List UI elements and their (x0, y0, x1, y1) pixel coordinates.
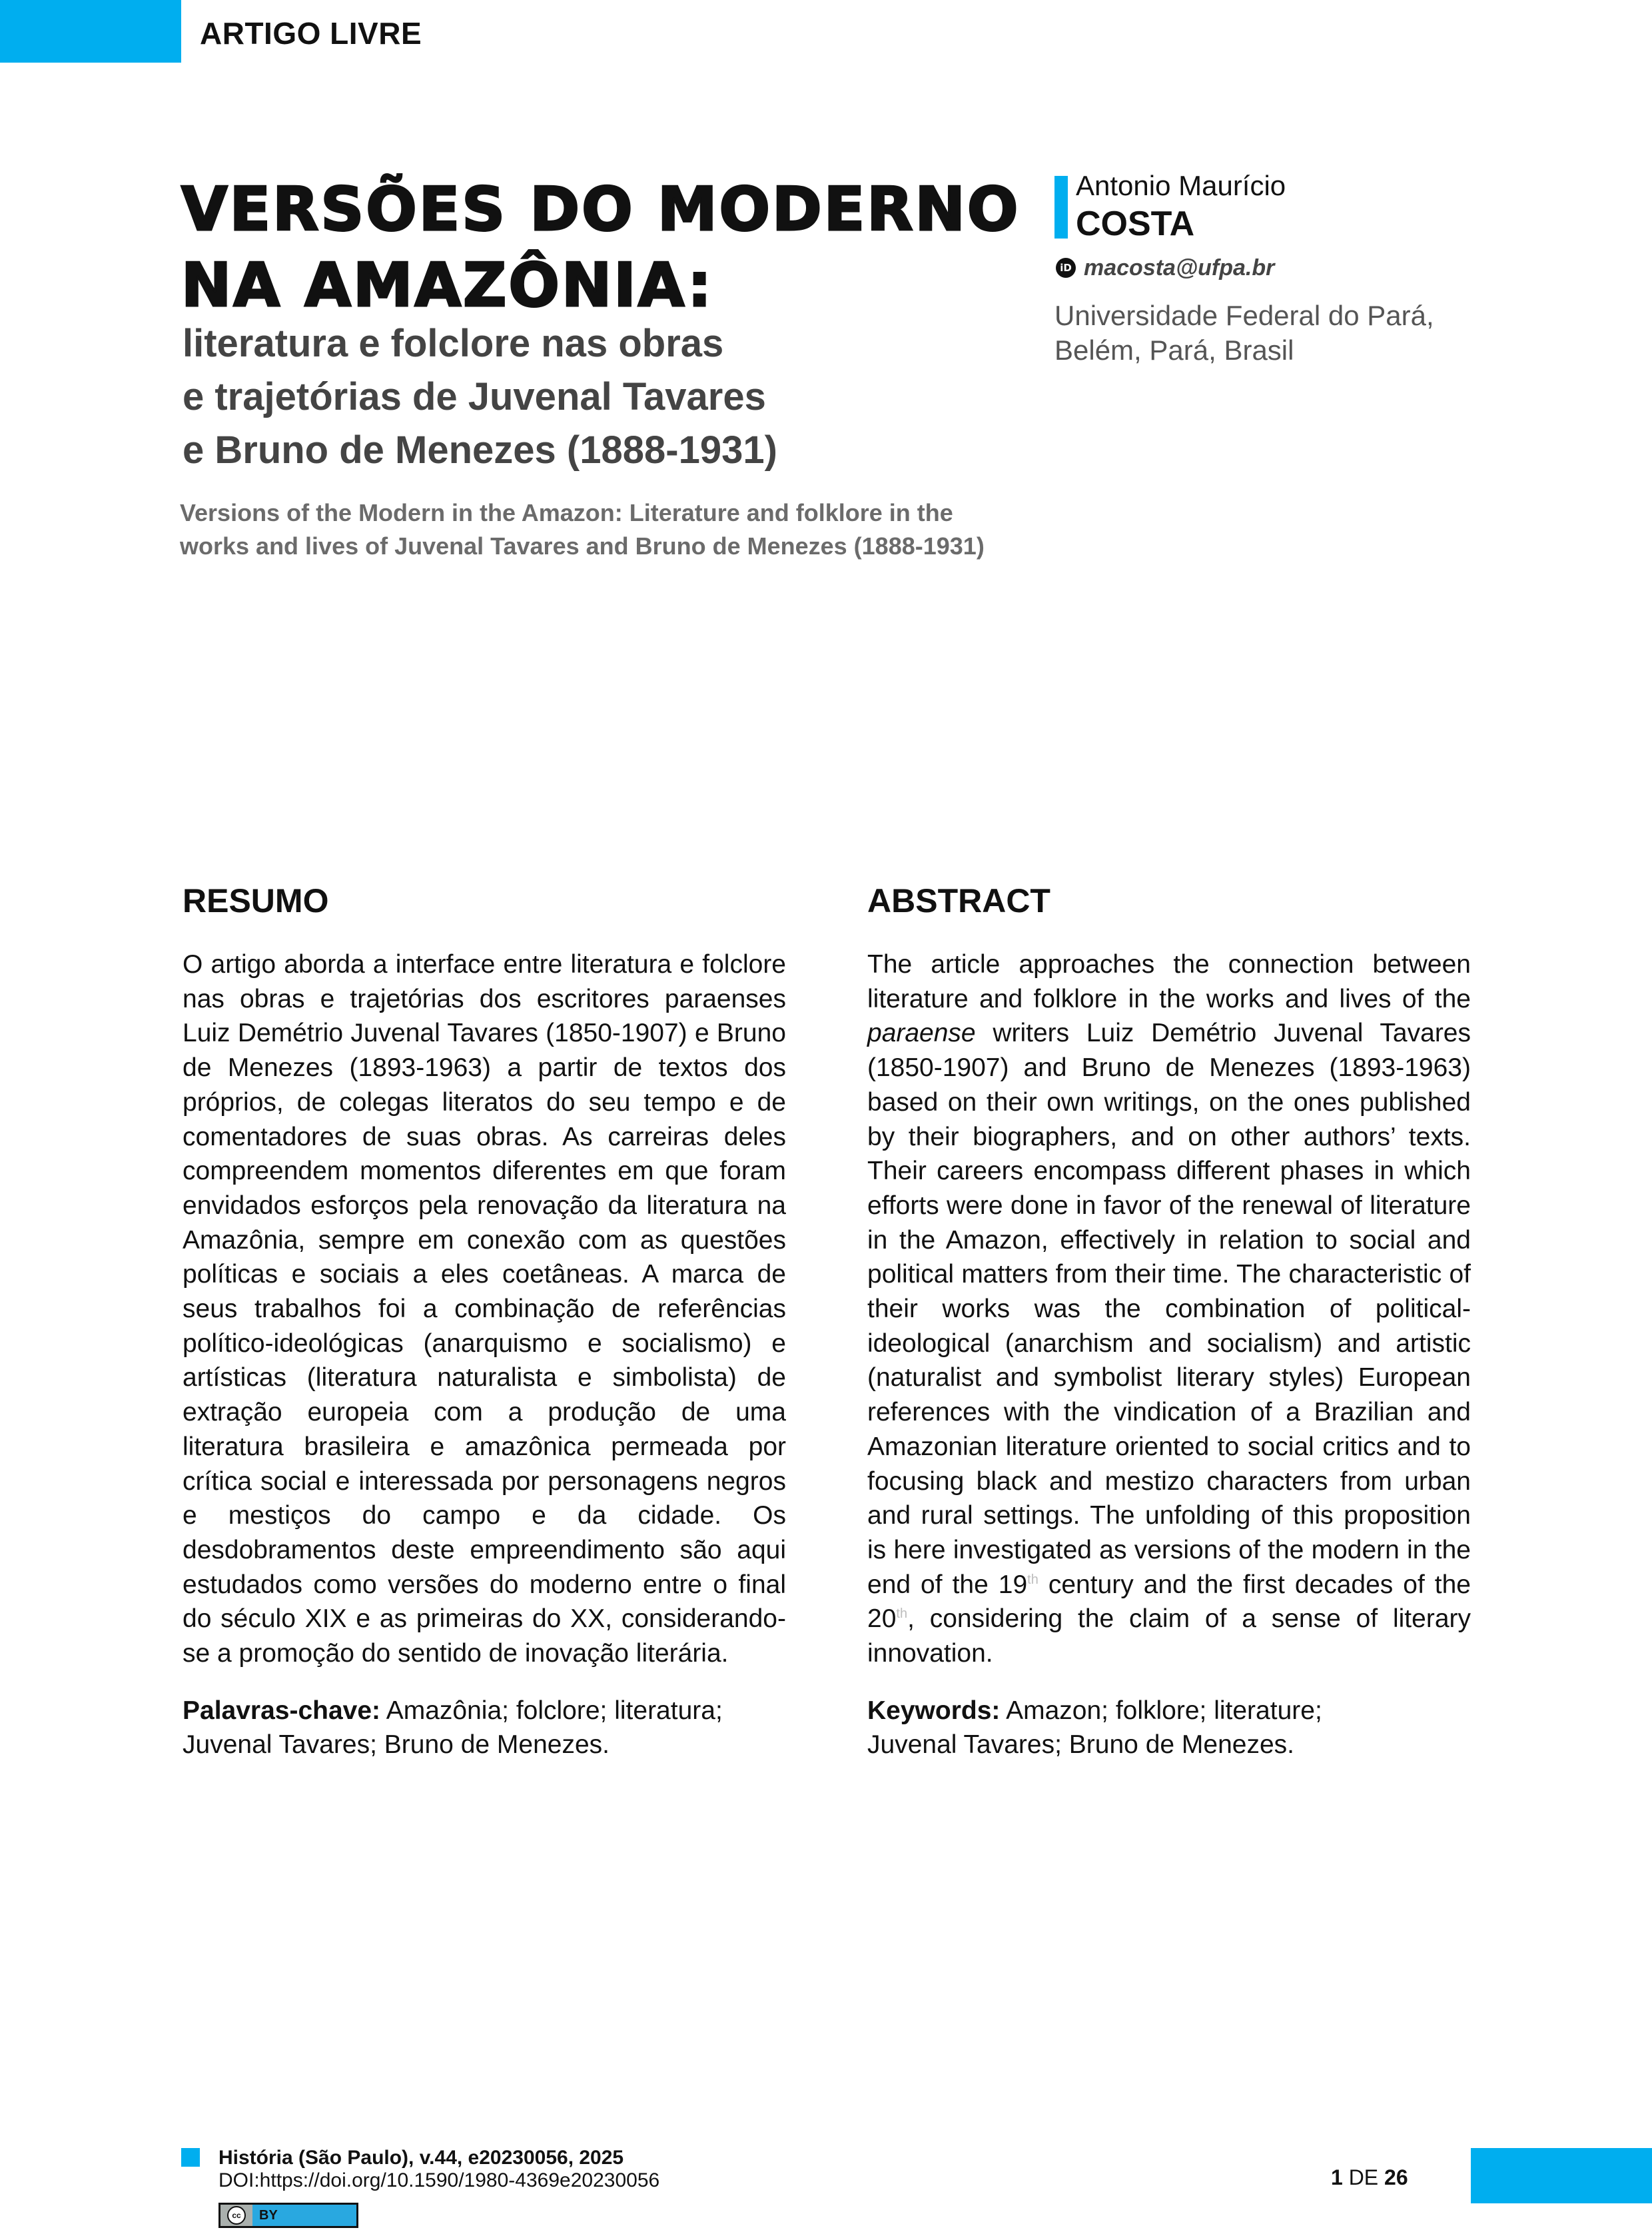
cc-by-license-badge[interactable] (218, 2203, 358, 2228)
author-contact (1056, 253, 1274, 282)
affiliation-line: Universidade Federal do Pará, (1054, 300, 1434, 331)
keywords-values: Juvenal Tavares; Bruno de Menezes. (183, 1730, 610, 1759)
author-last-name: COSTA (1076, 205, 1195, 243)
keywords-values: Juvenal Tavares; Bruno de Menezes. (867, 1730, 1294, 1759)
article-subtitle (183, 317, 982, 477)
keywords-values: Amazon; folklore; literature; (1000, 1696, 1322, 1725)
author-first-name: Antonio Maurício (1076, 170, 1286, 201)
journal-citation: História (São Paulo), v.44, e20230056, 2025 (218, 2147, 624, 2169)
title-line: NA AMAZÔNIA: (181, 251, 714, 320)
section-label: ARTIGO LIVRE (200, 16, 422, 51)
resumo-heading: RESUMO (183, 882, 329, 919)
abstract-text-part: century and the first decades of the 20 (867, 1570, 1471, 1634)
abstract-text-part: writers Luiz Demétrio Juvenal Tavares (1850-1907) and Bruno de Menezes (1893-1963) based on their own writings, on the ones published by their biographers, and on other authors’ texts. Their careers encompass different phases in which efforts were done in favor of the renewal of literature in the Amazon, effectively in relation to social and political matters from their time. The characteristic of their works was the combination of political-ideological (anarchism and socialism) and artistic (naturalist and symbolist literary styles) European references with the vindication of a Brazilian and Amazonian literature oriented to social critics and to focusing black and mestizo characters from urban and rural settings. The unfolding of this proposition is here investigated as versions of the modern in the end of the 19 (867, 1019, 1471, 1599)
creative-commons-icon: cc (227, 2206, 246, 2225)
footer-accent-block (1471, 2148, 1652, 2203)
title-line: VERSÕES DO MODERNO (181, 175, 1021, 245)
ordinal-suffix: th (1027, 1572, 1038, 1587)
abstract-keywords (867, 1694, 1471, 1762)
resumo-text: O artigo aborda a interface entre literatura e folclore nas obras e trajetórias dos escritores paraenses Luiz Demétrio Juvenal Tavares (1850-1907) e Bruno de Menezes (1893-1963) a partir de textos dos próprios, de colegas literatos do seu tempo e de comentadores de suas obras. As carreiras deles compreendem momentos diferentes em que foram envidados esforços pela renovação da literatura na Amazônia, sempre em conexão com as questões políticas e sociais a eles coetâneas. A marca de seus trabalhos foi a combinação de referências político-ideológicas (anarquismo e socialismo) e artísticas (literatura naturalista e simbolista) de extração europeia com a produção de uma literatura brasileira e amazônica permeada por crítica social e interessada por personagens negros e mestiços do campo e da cidade. Os desdobramentos deste empreendimento são aqui estudados como versões do moderno entre o final do século XIX e as primeiras do XX, considerando-se a promoção do sentido de inovação literária. (183, 950, 786, 1668)
english-title (180, 496, 1099, 563)
footer-accent-square (181, 2148, 200, 2167)
abstract-body (867, 947, 1471, 1671)
ordinal-suffix: th (896, 1606, 908, 1622)
subtitle-line: literatura e folclore nas obras (183, 322, 724, 365)
resumo-keywords (183, 1694, 786, 1762)
subtitle-line: e trajetórias de Juvenal Tavares (183, 375, 766, 418)
keywords-values: Amazônia; folclore; literatura; (380, 1696, 723, 1725)
affiliation-line: Belém, Pará, Brasil (1054, 334, 1294, 366)
article-title (181, 172, 1047, 324)
resumo-body (183, 947, 786, 1671)
resumo-section (183, 881, 786, 1762)
author-affiliation (1054, 298, 1521, 368)
abstract-text-part: , considering the claim of a sense of literary innovation. (867, 1604, 1471, 1668)
abstract-text-part: The article approaches the connection between literature and folklore in the works and lives of the (867, 950, 1471, 1013)
header-accent-block (0, 0, 181, 63)
license-by-label: BY (259, 2207, 278, 2223)
page-total: 26 (1384, 2165, 1408, 2189)
doi-link[interactable]: DOI:https://doi.org/10.1590/1980-4369e20230056 (218, 2169, 660, 2191)
subtitle-line: e Bruno de Menezes (1888-1931) (183, 428, 777, 472)
author-email-link[interactable]: macosta@ufpa.br (1084, 255, 1275, 280)
author-accent-bar (1054, 176, 1068, 239)
english-title-line: works and lives of Juvenal Tavares and Bruno de Menezes (1888-1931) (180, 532, 985, 560)
keywords-label: Keywords: (867, 1696, 1001, 1725)
cc-badge-left (220, 2205, 252, 2226)
english-title-line: Versions of the Modern in the Amazon: Literature and folklore in the (180, 499, 953, 526)
abstract-section (867, 881, 1471, 1762)
abstract-text (867, 947, 1471, 1671)
page-number (1331, 2164, 1408, 2191)
abstract-heading: ABSTRACT (867, 882, 1050, 919)
page-current: 1 (1331, 2165, 1343, 2189)
abstract-italic-term: paraense (867, 1019, 976, 1048)
orcid-icon[interactable]: iD (1056, 258, 1076, 278)
keywords-label: Palavras-chave: (183, 1696, 381, 1725)
page-of: DE (1342, 2165, 1385, 2189)
